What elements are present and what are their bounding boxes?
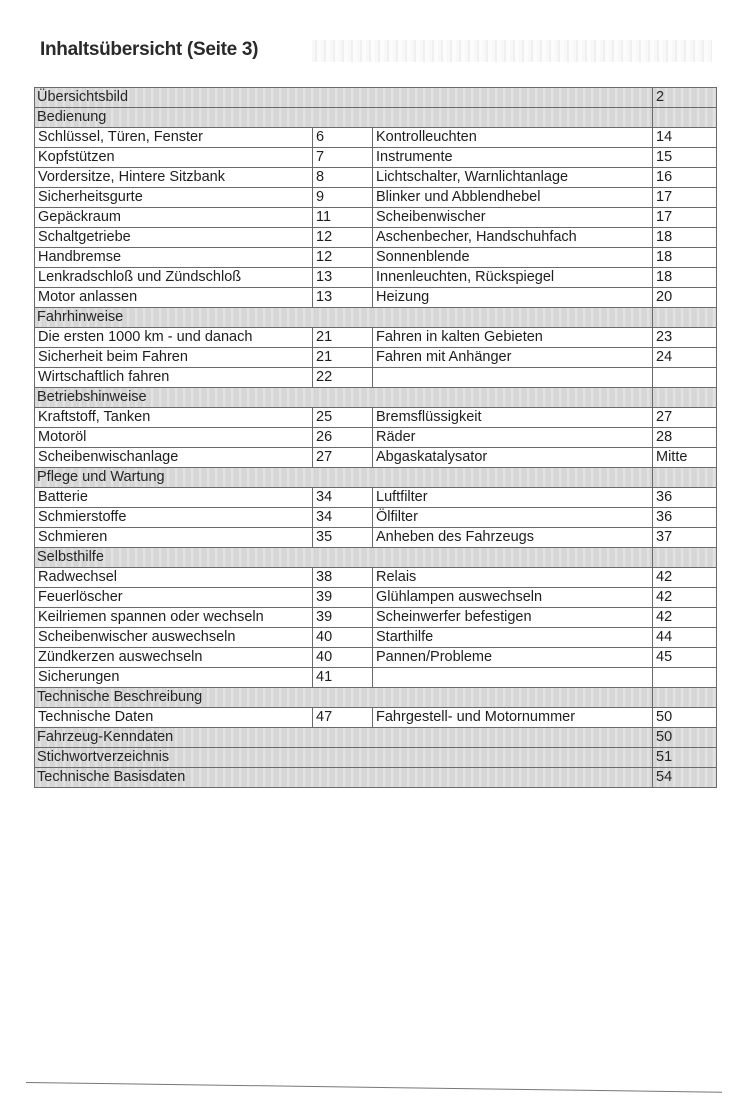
entry-left[interactable]: Die ersten 1000 km - und danach [35,328,313,348]
entry-right[interactable] [373,668,653,688]
entry-right[interactable]: Aschenbecher, Handschuhfach [373,228,653,248]
entry-right[interactable]: Starthilfe [373,628,653,648]
entry-left[interactable]: Technische Daten [35,708,313,728]
entry-left[interactable]: Feuerlöscher [35,588,313,608]
toc-row [35,348,717,368]
toc-row [35,568,717,588]
section-header-row[interactable] [35,108,717,128]
entry-right-page: 42 [653,608,717,628]
entry-left[interactable]: Motor anlassen [35,288,313,308]
entry-right-page: Mitte [653,448,717,468]
section-title: Bedienung [35,108,653,128]
entry-left-page: 39 [313,588,373,608]
entry-left-page: 6 [313,128,373,148]
entry-right[interactable]: Sonnenblende [373,248,653,268]
section-title: Selbsthilfe [35,548,653,568]
entry-left-page: 35 [313,528,373,548]
entry-left[interactable]: Schaltgetriebe [35,228,313,248]
toc-row [35,648,717,668]
entry-left[interactable]: Sicherungen [35,668,313,688]
entry-right[interactable]: Lichtschalter, Warnlichtanlage [373,168,653,188]
entry-right[interactable]: Instrumente [373,148,653,168]
section-title: Technische Beschreibung [35,688,653,708]
entry-right[interactable]: Pannen/Probleme [373,648,653,668]
entry-right-page: 17 [653,188,717,208]
entry-right-page: 23 [653,328,717,348]
entry-right-page: 37 [653,528,717,548]
overview-label: Übersichtsbild [35,88,653,108]
entry-left[interactable]: Zündkerzen auswechseln [35,648,313,668]
entry-left-page: 39 [313,608,373,628]
entry-left-page: 13 [313,268,373,288]
overview-row[interactable] [35,88,717,108]
toc-row [35,148,717,168]
entry-right-page: 36 [653,508,717,528]
section-header-row[interactable] [35,688,717,708]
entry-right[interactable]: Scheinwerfer befestigen [373,608,653,628]
entry-left[interactable]: Sicherheit beim Fahren [35,348,313,368]
footer-rule [26,1082,722,1093]
entry-right-page: 14 [653,128,717,148]
entry-left[interactable]: Batterie [35,488,313,508]
entry-right[interactable]: Fahren mit Anhänger [373,348,653,368]
overview-page: 2 [653,88,717,108]
entry-left-page: 40 [313,628,373,648]
toc-row [35,408,717,428]
toc-row [35,428,717,448]
section-page [653,688,717,708]
entry-right-page: 42 [653,588,717,608]
entry-right[interactable]: Ölfilter [373,508,653,528]
trailing-page: 51 [653,748,717,768]
entry-right-page: 36 [653,488,717,508]
entry-left-page: 38 [313,568,373,588]
entry-left[interactable]: Radwechsel [35,568,313,588]
section-header-row[interactable] [35,468,717,488]
entry-left[interactable]: Motoröl [35,428,313,448]
entry-left[interactable]: Schlüssel, Türen, Fenster [35,128,313,148]
section-header-row[interactable] [35,548,717,568]
entry-left-page: 12 [313,248,373,268]
entry-left[interactable]: Sicherheitsgurte [35,188,313,208]
trailing-label: Technische Basisdaten [35,768,653,788]
toc-row [35,288,717,308]
entry-left-page: 27 [313,448,373,468]
entry-right-page [653,368,717,388]
entry-right-page: 45 [653,648,717,668]
entry-left-page: 12 [313,228,373,248]
entry-left-page: 21 [313,348,373,368]
toc-row [35,268,717,288]
entry-left-page: 40 [313,648,373,668]
entry-left-page: 26 [313,428,373,448]
toc-row [35,448,717,468]
entry-left-page: 22 [313,368,373,388]
table-of-contents [34,87,717,788]
toc-row [35,488,717,508]
toc-row [35,368,717,388]
toc-row [35,328,717,348]
entry-right[interactable]: Heizung [373,288,653,308]
toc-row [35,708,717,728]
trailing-label: Stichwortverzeichnis [35,748,653,768]
entry-left[interactable]: Kraftstoff, Tanken [35,408,313,428]
entry-right[interactable]: Fahren in kalten Gebieten [373,328,653,348]
entry-left-page: 11 [313,208,373,228]
section-title: Pflege und Wartung [35,468,653,488]
entry-left-page: 7 [313,148,373,168]
entry-left[interactable]: Kopfstützen [35,148,313,168]
entry-right[interactable]: Scheibenwischer [373,208,653,228]
entry-right[interactable]: Bremsflüssigkeit [373,408,653,428]
trailing-page: 50 [653,728,717,748]
entry-right[interactable]: Innenleuchten, Rückspiegel [373,268,653,288]
trailing-row[interactable] [35,768,717,788]
entry-right[interactable]: Relais [373,568,653,588]
entry-left-page: 13 [313,288,373,308]
entry-right[interactable]: Kontrolleuchten [373,128,653,148]
entry-left-page: 41 [313,668,373,688]
toc-row [35,248,717,268]
toc-row [35,588,717,608]
section-title: Fahrhinweise [35,308,653,328]
entry-right-page: 44 [653,628,717,648]
entry-left[interactable]: Lenkradschloß und Zündschloß [35,268,313,288]
section-page [653,388,717,408]
entry-right-page: 18 [653,248,717,268]
toc-row [35,508,717,528]
entry-right[interactable]: Glühlampen auswechseln [373,588,653,608]
entry-right-page: 20 [653,288,717,308]
entry-right[interactable]: Luftfilter [373,488,653,508]
entry-right[interactable]: Räder [373,428,653,448]
entry-right-page: 18 [653,268,717,288]
entry-right[interactable]: Anheben des Fahrzeugs [373,528,653,548]
entry-left-page: 21 [313,328,373,348]
page-title: Inhaltsübersicht (Seite 3) [40,39,259,60]
section-title: Betriebshinweise [35,388,653,408]
toc-row [35,528,717,548]
toc-row [35,608,717,628]
entry-left-page: 34 [313,488,373,508]
entry-right-page: 15 [653,148,717,168]
entry-right[interactable]: Fahrgestell- und Motornummer [373,708,653,728]
entry-right-page: 28 [653,428,717,448]
entry-right-page: 24 [653,348,717,368]
entry-left[interactable]: Keilriemen spannen oder wechseln [35,608,313,628]
entry-left[interactable]: Gepäckraum [35,208,313,228]
trailing-page: 54 [653,768,717,788]
trailing-row[interactable] [35,728,717,748]
entry-left[interactable]: Wirtschaftlich fahren [35,368,313,388]
scan-noise [312,40,712,62]
toc-row [35,208,717,228]
entry-left-page: 34 [313,508,373,528]
toc-row [35,168,717,188]
toc-row [35,128,717,148]
section-page [653,548,717,568]
toc-row [35,668,717,688]
entry-right-page: 27 [653,408,717,428]
entry-left[interactable]: Scheibenwischer auswechseln [35,628,313,648]
entry-right[interactable]: Blinker und Abblendhebel [373,188,653,208]
entry-left-page: 8 [313,168,373,188]
entry-right-page: 42 [653,568,717,588]
section-page [653,108,717,128]
entry-right-page: 50 [653,708,717,728]
toc-row [35,188,717,208]
trailing-row[interactable] [35,748,717,768]
entry-left-page: 9 [313,188,373,208]
section-page [653,468,717,488]
toc-row [35,228,717,248]
entry-left[interactable]: Scheibenwischanlage [35,448,313,468]
entry-left-page: 47 [313,708,373,728]
entry-left-page: 25 [313,408,373,428]
entry-left[interactable]: Vordersitze, Hintere Sitzbank [35,168,313,188]
entry-left[interactable]: Handbremse [35,248,313,268]
entry-right-page: 18 [653,228,717,248]
entry-right-page: 17 [653,208,717,228]
entry-right[interactable]: Abgaskatalysator [373,448,653,468]
entry-right-page [653,668,717,688]
entry-left[interactable]: Schmieren [35,528,313,548]
entry-right[interactable] [373,368,653,388]
entry-left[interactable]: Schmierstoffe [35,508,313,528]
section-page [653,308,717,328]
section-header-row[interactable] [35,308,717,328]
section-header-row[interactable] [35,388,717,408]
entry-right-page: 16 [653,168,717,188]
toc-row [35,628,717,648]
trailing-label: Fahrzeug-Kenndaten [35,728,653,748]
